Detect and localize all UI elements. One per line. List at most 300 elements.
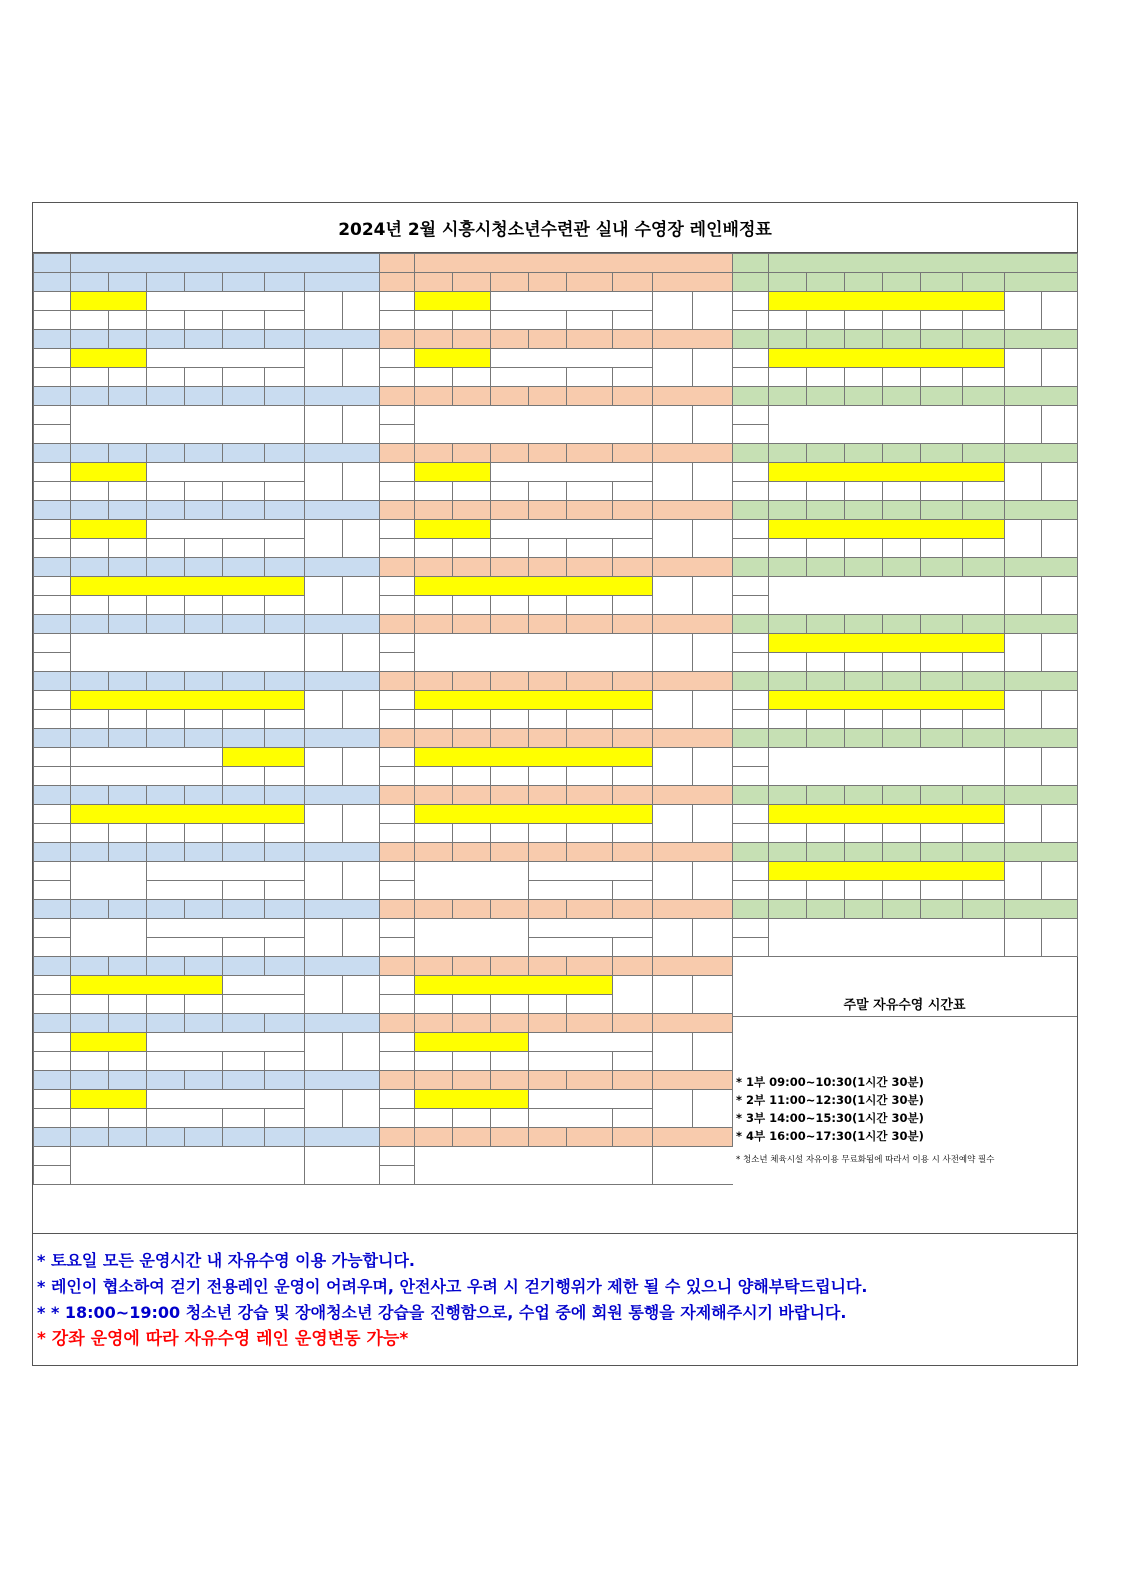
lane-filler <box>305 330 380 349</box>
guard-a <box>653 1033 693 1071</box>
time-label <box>34 292 71 311</box>
lane-label <box>807 900 845 919</box>
level-cell <box>613 767 653 786</box>
level-cell <box>963 311 1005 330</box>
level-cell <box>529 881 613 900</box>
level-cell <box>567 311 613 330</box>
level-cell <box>453 311 491 330</box>
level-label <box>34 767 71 786</box>
level-label <box>34 482 71 501</box>
lane-label <box>71 501 109 520</box>
weekend-session: * 2부 11:00~12:30(1시간 30분) <box>736 1093 924 1107</box>
lane-filler <box>653 843 733 862</box>
free-swim-cell <box>223 748 305 767</box>
lane-label <box>567 672 613 691</box>
guard-b <box>693 862 733 900</box>
time-label <box>34 976 71 995</box>
lane-label <box>265 672 305 691</box>
lane-label <box>453 330 491 349</box>
lane-label <box>415 900 453 919</box>
notice-line: * * 18:00~19:00 청소년 강습 및 장애청소년 강습을 진행함으로, 수업 중에 회원 통행을 자제해주시기 바랍니다. <box>37 1303 847 1322</box>
lane-filler <box>653 729 733 748</box>
lane-filler <box>653 444 733 463</box>
guard-b <box>693 919 733 957</box>
free-swim-cell <box>769 463 1005 482</box>
level-cell <box>613 1052 653 1071</box>
block-code <box>380 729 415 748</box>
guard-a <box>305 634 343 672</box>
level-label <box>34 425 71 444</box>
guard-b <box>693 691 733 729</box>
level-cell <box>491 1109 529 1128</box>
block-code <box>380 672 415 691</box>
lane-label <box>921 615 963 634</box>
lane-label <box>963 273 1005 292</box>
level-cell <box>963 539 1005 558</box>
lane-label <box>185 957 223 976</box>
level-cell <box>71 1109 109 1128</box>
mwf-schedule-table <box>33 253 380 1185</box>
block-code <box>380 1071 415 1090</box>
lesson-cell <box>491 463 653 482</box>
lane-label <box>71 1128 109 1147</box>
level-cell <box>453 482 491 501</box>
lane-label <box>185 444 223 463</box>
lesson-cell <box>147 349 305 368</box>
lane-filler <box>1005 387 1078 406</box>
lesson-cell <box>529 919 653 938</box>
level-cell <box>109 539 147 558</box>
block-code <box>733 330 769 349</box>
free-swim-cell <box>71 520 147 539</box>
maintenance-cell <box>769 919 1005 957</box>
lane-label <box>109 444 147 463</box>
level-cell <box>109 596 147 615</box>
lane-filler <box>653 615 733 634</box>
block-code <box>34 330 71 349</box>
block-code <box>380 843 415 862</box>
level-cell <box>883 653 921 672</box>
level-cell <box>883 881 921 900</box>
maintenance-cell <box>415 1147 653 1185</box>
lane-label <box>921 387 963 406</box>
lane-label <box>883 444 921 463</box>
level-cell <box>567 995 613 1014</box>
lane-label <box>415 786 453 805</box>
level-label <box>380 653 415 672</box>
level-cell <box>883 824 921 843</box>
lane-label <box>147 444 185 463</box>
guard-b <box>343 463 380 501</box>
lane-label <box>109 1071 147 1090</box>
lane-filler <box>305 957 380 976</box>
maintenance-cell <box>71 1147 305 1185</box>
lane-label <box>529 387 567 406</box>
lane-filler <box>1005 615 1078 634</box>
free-swim-cell <box>415 805 653 824</box>
time-label <box>34 862 71 881</box>
free-swim-cell <box>415 292 491 311</box>
guard-a <box>305 976 343 1014</box>
lane-label <box>185 330 223 349</box>
lane-label <box>807 387 845 406</box>
lane-label <box>567 615 613 634</box>
lane-label <box>185 672 223 691</box>
time-label <box>380 1147 415 1166</box>
maintenance-cell <box>415 406 653 444</box>
block-code <box>34 729 71 748</box>
guard-b <box>343 691 380 729</box>
time-label <box>733 634 769 653</box>
lane-label <box>453 501 491 520</box>
free-swim-cell <box>415 463 491 482</box>
lane-label <box>921 558 963 577</box>
block-code <box>34 786 71 805</box>
level-cell <box>109 710 147 729</box>
lane-filler <box>653 900 733 919</box>
level-cell <box>109 1052 147 1071</box>
level-cell <box>453 539 491 558</box>
level-cell <box>415 1109 453 1128</box>
lane-label <box>491 444 529 463</box>
page-title: 2024년 2월 시흥시청소년수련관 실내 수영장 레인배정표 <box>33 203 1077 253</box>
maintenance-cell <box>71 634 305 672</box>
guard-a <box>653 1090 693 1128</box>
lane-label <box>71 273 109 292</box>
lane-filler <box>305 615 380 634</box>
guard-b <box>343 520 380 558</box>
level-cell <box>491 311 567 330</box>
weekend-session: * 3부 14:00~15:30(1시간 30분) <box>736 1111 924 1125</box>
block-code <box>380 957 415 976</box>
lane-label <box>567 558 613 577</box>
level-label <box>733 824 769 843</box>
level-cell <box>807 311 845 330</box>
level-cell <box>491 767 529 786</box>
lane-label <box>415 558 453 577</box>
lane-label <box>963 387 1005 406</box>
time-label <box>34 691 71 710</box>
lane-label <box>109 615 147 634</box>
lane-label <box>921 273 963 292</box>
block-code <box>733 273 769 292</box>
lane-label <box>529 558 567 577</box>
level-cell <box>223 596 265 615</box>
lane-label <box>265 444 305 463</box>
lane-label <box>769 444 807 463</box>
level-cell <box>883 539 921 558</box>
level-cell <box>265 482 305 501</box>
lane-label <box>491 957 529 976</box>
lane-filler <box>1005 558 1078 577</box>
lane-label <box>613 1128 653 1147</box>
lane-label <box>529 843 567 862</box>
lane-label <box>529 672 567 691</box>
block-code <box>380 444 415 463</box>
lane-label <box>185 729 223 748</box>
level-cell <box>529 938 613 957</box>
level-cell <box>223 1052 265 1071</box>
lane-label <box>453 843 491 862</box>
lane-label <box>491 1128 529 1147</box>
lane-label <box>109 1014 147 1033</box>
free-swim-cell <box>769 634 1005 653</box>
block-code <box>380 786 415 805</box>
level-cell <box>415 539 453 558</box>
lane-label <box>567 957 613 976</box>
time-label <box>733 463 769 482</box>
maintenance-cell <box>415 634 653 672</box>
lane-label <box>147 786 185 805</box>
lane-label <box>769 843 807 862</box>
level-cell <box>71 311 109 330</box>
time-label <box>380 919 415 938</box>
lane-label <box>613 900 653 919</box>
lane-label <box>265 615 305 634</box>
level-label <box>733 311 769 330</box>
lane-label <box>109 1128 147 1147</box>
lane-label <box>921 900 963 919</box>
lane-label <box>147 558 185 577</box>
lane-label <box>109 558 147 577</box>
level-cell <box>567 824 613 843</box>
lane-label <box>807 615 845 634</box>
lane-label <box>807 843 845 862</box>
lane-label <box>109 501 147 520</box>
level-cell <box>613 539 653 558</box>
block-code <box>34 1128 71 1147</box>
lesson-cell <box>491 349 653 368</box>
level-label <box>733 881 769 900</box>
lane-label <box>453 1014 491 1033</box>
block-code <box>380 1014 415 1033</box>
level-cell <box>613 881 653 900</box>
time-label <box>380 805 415 824</box>
level-cell <box>529 596 567 615</box>
lane-label <box>845 387 883 406</box>
school-team-cell <box>71 919 147 957</box>
lane-label <box>185 1128 223 1147</box>
block-code <box>34 900 71 919</box>
guard-a <box>1005 748 1042 786</box>
lane-label <box>963 444 1005 463</box>
guard-b <box>1042 292 1078 330</box>
lane-label <box>453 1071 491 1090</box>
level-cell <box>223 1109 265 1128</box>
lane-label <box>223 1128 265 1147</box>
level-cell <box>491 368 567 387</box>
lane-label <box>567 843 613 862</box>
lane-label <box>71 1014 109 1033</box>
lane-label <box>807 786 845 805</box>
lane-label <box>613 1014 653 1033</box>
lane-filler <box>653 1014 733 1033</box>
lane-label <box>265 1128 305 1147</box>
lane-label <box>223 1071 265 1090</box>
lane-label <box>265 501 305 520</box>
block-code <box>34 957 71 976</box>
lane-filler <box>305 1071 380 1090</box>
free-swim-cell <box>71 1033 147 1052</box>
level-label <box>380 539 415 558</box>
weekend-note: * 청소년 체육시설 자유이용 무료화됨에 따라서 이용 시 사전예약 필수 <box>736 1155 995 1165</box>
lane-label <box>453 444 491 463</box>
guard-a <box>1005 862 1042 900</box>
level-cell <box>147 311 185 330</box>
level-label <box>34 1166 71 1185</box>
time-label <box>733 691 769 710</box>
guard-a <box>1005 349 1042 387</box>
level-cell <box>147 938 223 957</box>
notice-section <box>33 1233 1077 1367</box>
lane-label <box>963 900 1005 919</box>
guard-b <box>1042 634 1078 672</box>
level-label <box>380 995 415 1014</box>
lane-label <box>883 273 921 292</box>
lane-label <box>415 501 453 520</box>
level-label <box>733 710 769 729</box>
guard-a <box>305 805 343 843</box>
lane-label <box>109 387 147 406</box>
guard-a <box>305 349 343 387</box>
free-swim-cell <box>71 691 305 710</box>
lane-filler <box>305 501 380 520</box>
level-cell <box>71 1052 109 1071</box>
lane-label <box>223 900 265 919</box>
level-cell <box>567 596 613 615</box>
level-label <box>380 824 415 843</box>
level-label <box>34 710 71 729</box>
level-cell <box>567 482 613 501</box>
lane-label <box>567 444 613 463</box>
lane-filler <box>1005 672 1078 691</box>
level-cell <box>769 482 807 501</box>
guard-b <box>343 292 380 330</box>
level-cell <box>807 539 845 558</box>
lane-filler <box>653 273 733 292</box>
blank-cell <box>1042 406 1078 444</box>
free-swim-cell <box>415 1090 529 1109</box>
level-cell <box>845 710 883 729</box>
time-label <box>34 1090 71 1109</box>
lane-label <box>769 330 807 349</box>
lane-label <box>963 672 1005 691</box>
block-code <box>34 615 71 634</box>
guard-a <box>305 862 343 900</box>
lane-label <box>415 843 453 862</box>
lane-label <box>567 1014 613 1033</box>
lane-label <box>613 1071 653 1090</box>
lane-label <box>883 786 921 805</box>
level-cell <box>491 539 529 558</box>
level-cell <box>147 710 185 729</box>
level-cell <box>613 596 653 615</box>
free-swim-cell <box>71 349 147 368</box>
level-label <box>733 767 769 786</box>
lane-label <box>921 672 963 691</box>
lane-label <box>921 444 963 463</box>
lesson-cell <box>147 292 305 311</box>
level-cell <box>265 368 305 387</box>
lane-label <box>71 330 109 349</box>
level-label <box>34 596 71 615</box>
guard-a <box>305 520 343 558</box>
lane-label <box>415 672 453 691</box>
lane-label <box>883 558 921 577</box>
lane-label <box>415 330 453 349</box>
lane-filler <box>305 444 380 463</box>
free-swim-cell <box>769 691 1005 710</box>
lane-label <box>807 273 845 292</box>
lane-filler <box>305 387 380 406</box>
time-label <box>34 805 71 824</box>
level-cell <box>71 710 109 729</box>
lane-label <box>223 558 265 577</box>
lane-label <box>223 957 265 976</box>
level-cell <box>921 881 963 900</box>
guard-b <box>343 1033 380 1071</box>
level-cell <box>185 368 223 387</box>
lane-label <box>491 501 529 520</box>
lane-label <box>265 273 305 292</box>
level-cell <box>491 710 529 729</box>
level-label <box>733 938 769 957</box>
notice-line: * 강좌 운영에 따라 자유수영 레인 운영변동 가능* <box>37 1329 409 1349</box>
time-label <box>380 463 415 482</box>
lane-label <box>567 729 613 748</box>
level-cell <box>491 824 529 843</box>
lane-label <box>613 672 653 691</box>
level-cell <box>265 1109 305 1128</box>
lane-label <box>963 558 1005 577</box>
lane-label <box>71 444 109 463</box>
lesson-cell <box>147 862 305 881</box>
guard-b <box>693 520 733 558</box>
level-cell <box>963 653 1005 672</box>
lane-label <box>613 387 653 406</box>
lane-filler <box>1005 273 1078 292</box>
guard-b <box>693 349 733 387</box>
lane-label <box>529 1014 567 1033</box>
level-cell <box>71 767 223 786</box>
lane-label <box>491 843 529 862</box>
lane-label <box>223 786 265 805</box>
level-cell <box>223 311 265 330</box>
block-code <box>733 900 769 919</box>
lane-filler <box>653 1128 733 1147</box>
lane-filler <box>305 672 380 691</box>
guard-a <box>653 976 693 1014</box>
lane-label <box>265 1071 305 1090</box>
lane-filler <box>653 786 733 805</box>
block-code <box>733 558 769 577</box>
block-code <box>34 387 71 406</box>
free-swim-cell <box>71 463 147 482</box>
lane-label <box>883 729 921 748</box>
lane-label <box>963 501 1005 520</box>
level-label <box>34 368 71 387</box>
level-cell <box>453 368 491 387</box>
level-cell <box>109 311 147 330</box>
level-cell <box>963 710 1005 729</box>
guard-a <box>1005 919 1042 957</box>
free-swim-cell <box>415 349 491 368</box>
level-cell <box>613 311 653 330</box>
level-label <box>733 653 769 672</box>
lane-label <box>845 444 883 463</box>
guard-a <box>1005 520 1042 558</box>
level-cell <box>265 710 305 729</box>
